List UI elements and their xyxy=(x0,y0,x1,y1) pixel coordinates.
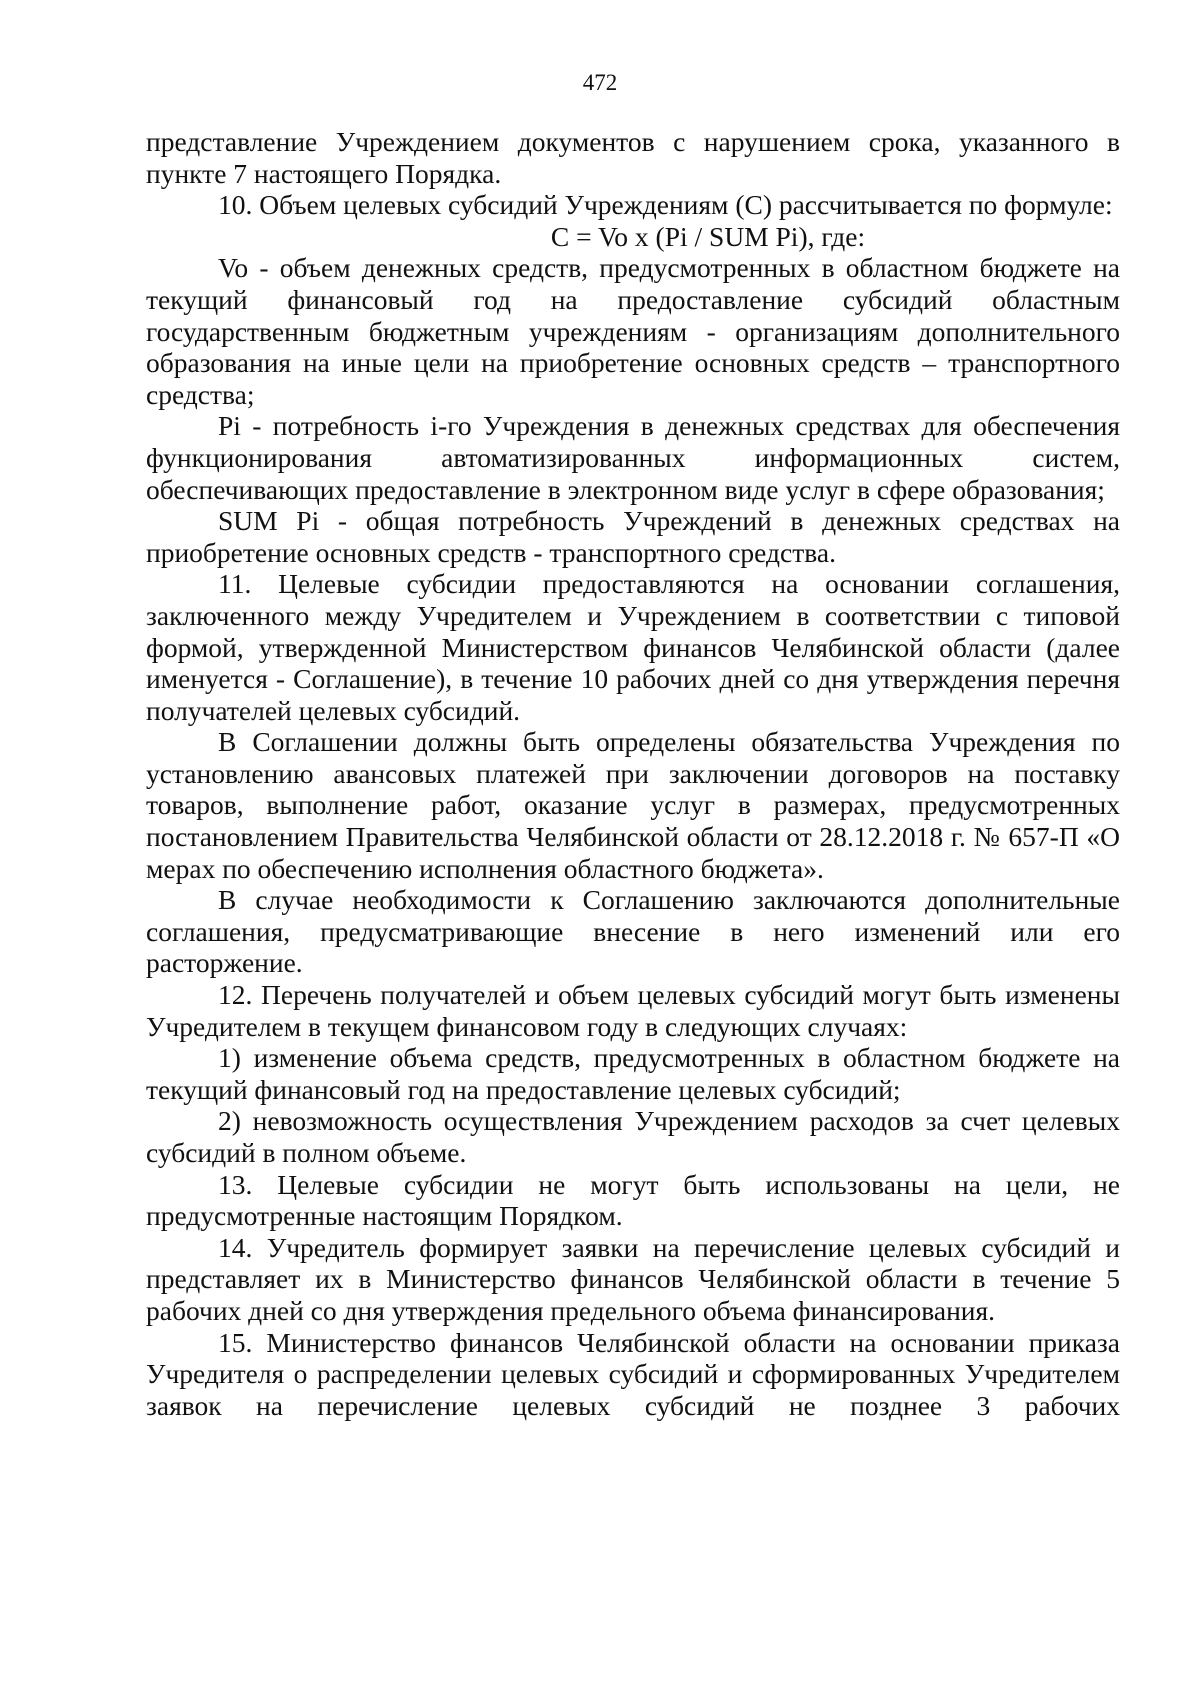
paragraph-formula: C = Vo x (Pi / SUM Pi), где: xyxy=(550,220,866,252)
paragraph-15: 15. Министерство финансов Челябинской области на основании приказа Учредителя о распределении целевых субсидий и сформированных Учредителем заявок на перечисление целевых субсидий не позднее 3 рабочих xyxy=(146,1326,1120,1421)
paragraph-11: 11. Целевые субсидии предоставляются на основании соглашения, заключенного между Учредителем и Учреждением в соответствии с типовой формой, утвержденной Министерством финансов Челябинской области (далее именуется - Соглашение), в течение 10 рабочих дней со дня утверждения перечня получателей целевых субсидий. xyxy=(146,568,1120,726)
paragraph-12-1: 1) изменение объема средств, предусмотренных в областном бюджете на текущий финансовый год на предоставление целевых субсидий; xyxy=(146,1042,1120,1105)
paragraph-vo: Vo - объем денежных средств, предусмотренных в областном бюджете на текущий финансовый год на предоставление субсидий областным государственным бюджетным учреждениям - организациям дополнительного образования на иные цели на приобретение основных средств – транспортного средства; xyxy=(146,252,1120,410)
paragraph-agreement: В Соглашении должны быть определены обязательства Учреждения по установлению авансовых платежей при заключении договоров на поставку товаров, выполнение работ, оказание услуг в размерах, предусмотренных постановлением Правительства Челябинской области от 28.12.2018 г. № 657-П «О мерах по обеспечению исполнения областного бюджета». xyxy=(146,726,1120,884)
paragraph-additional: В случае необходимости к Соглашению заключаются дополнительные соглашения, предусматривающие внесение в него изменений или его расторжение. xyxy=(146,884,1120,979)
paragraph-14: 14. Учредитель формирует заявки на перечисление целевых субсидий и представляет их в Министерство финансов Челябинской области в течение 5 рабочих дней со дня утверждения предельного объема финансирования. xyxy=(146,1231,1120,1326)
paragraph-intro: представление Учреждением документов с нарушением срока, указанного в пункте 7 настоящего Порядка. xyxy=(146,126,1120,189)
paragraph-10: 10. Объем целевых субсидий Учреждениям (С) рассчитывается по формуле: xyxy=(218,189,1113,221)
page-number: 472 xyxy=(582,70,618,95)
paragraph-pi: Pi - потребность i-го Учреждения в денежных средствах для обеспечения функционирования автоматизированных информационных систем, обеспечивающих предоставление в электронном виде услуг в сфере образования; xyxy=(146,410,1120,505)
document-body xyxy=(146,126,1120,1421)
paragraph-12: 12. Перечень получателей и объем целевых субсидий могут быть изменены Учредителем в текущем финансовом году в следующих случаях: xyxy=(146,979,1120,1042)
paragraph-12-2: 2) невозможность осуществления Учреждением расходов за счет целевых субсидий в полном объеме. xyxy=(146,1105,1120,1168)
paragraph-13: 13. Целевые субсидии не могут быть использованы на цели, не предусмотренные настоящим Порядком. xyxy=(146,1168,1120,1232)
paragraph-sum: SUM Pi - общая потребность Учреждений в денежных средствах на приобретение основных средств - транспортного средства. xyxy=(146,505,1120,568)
